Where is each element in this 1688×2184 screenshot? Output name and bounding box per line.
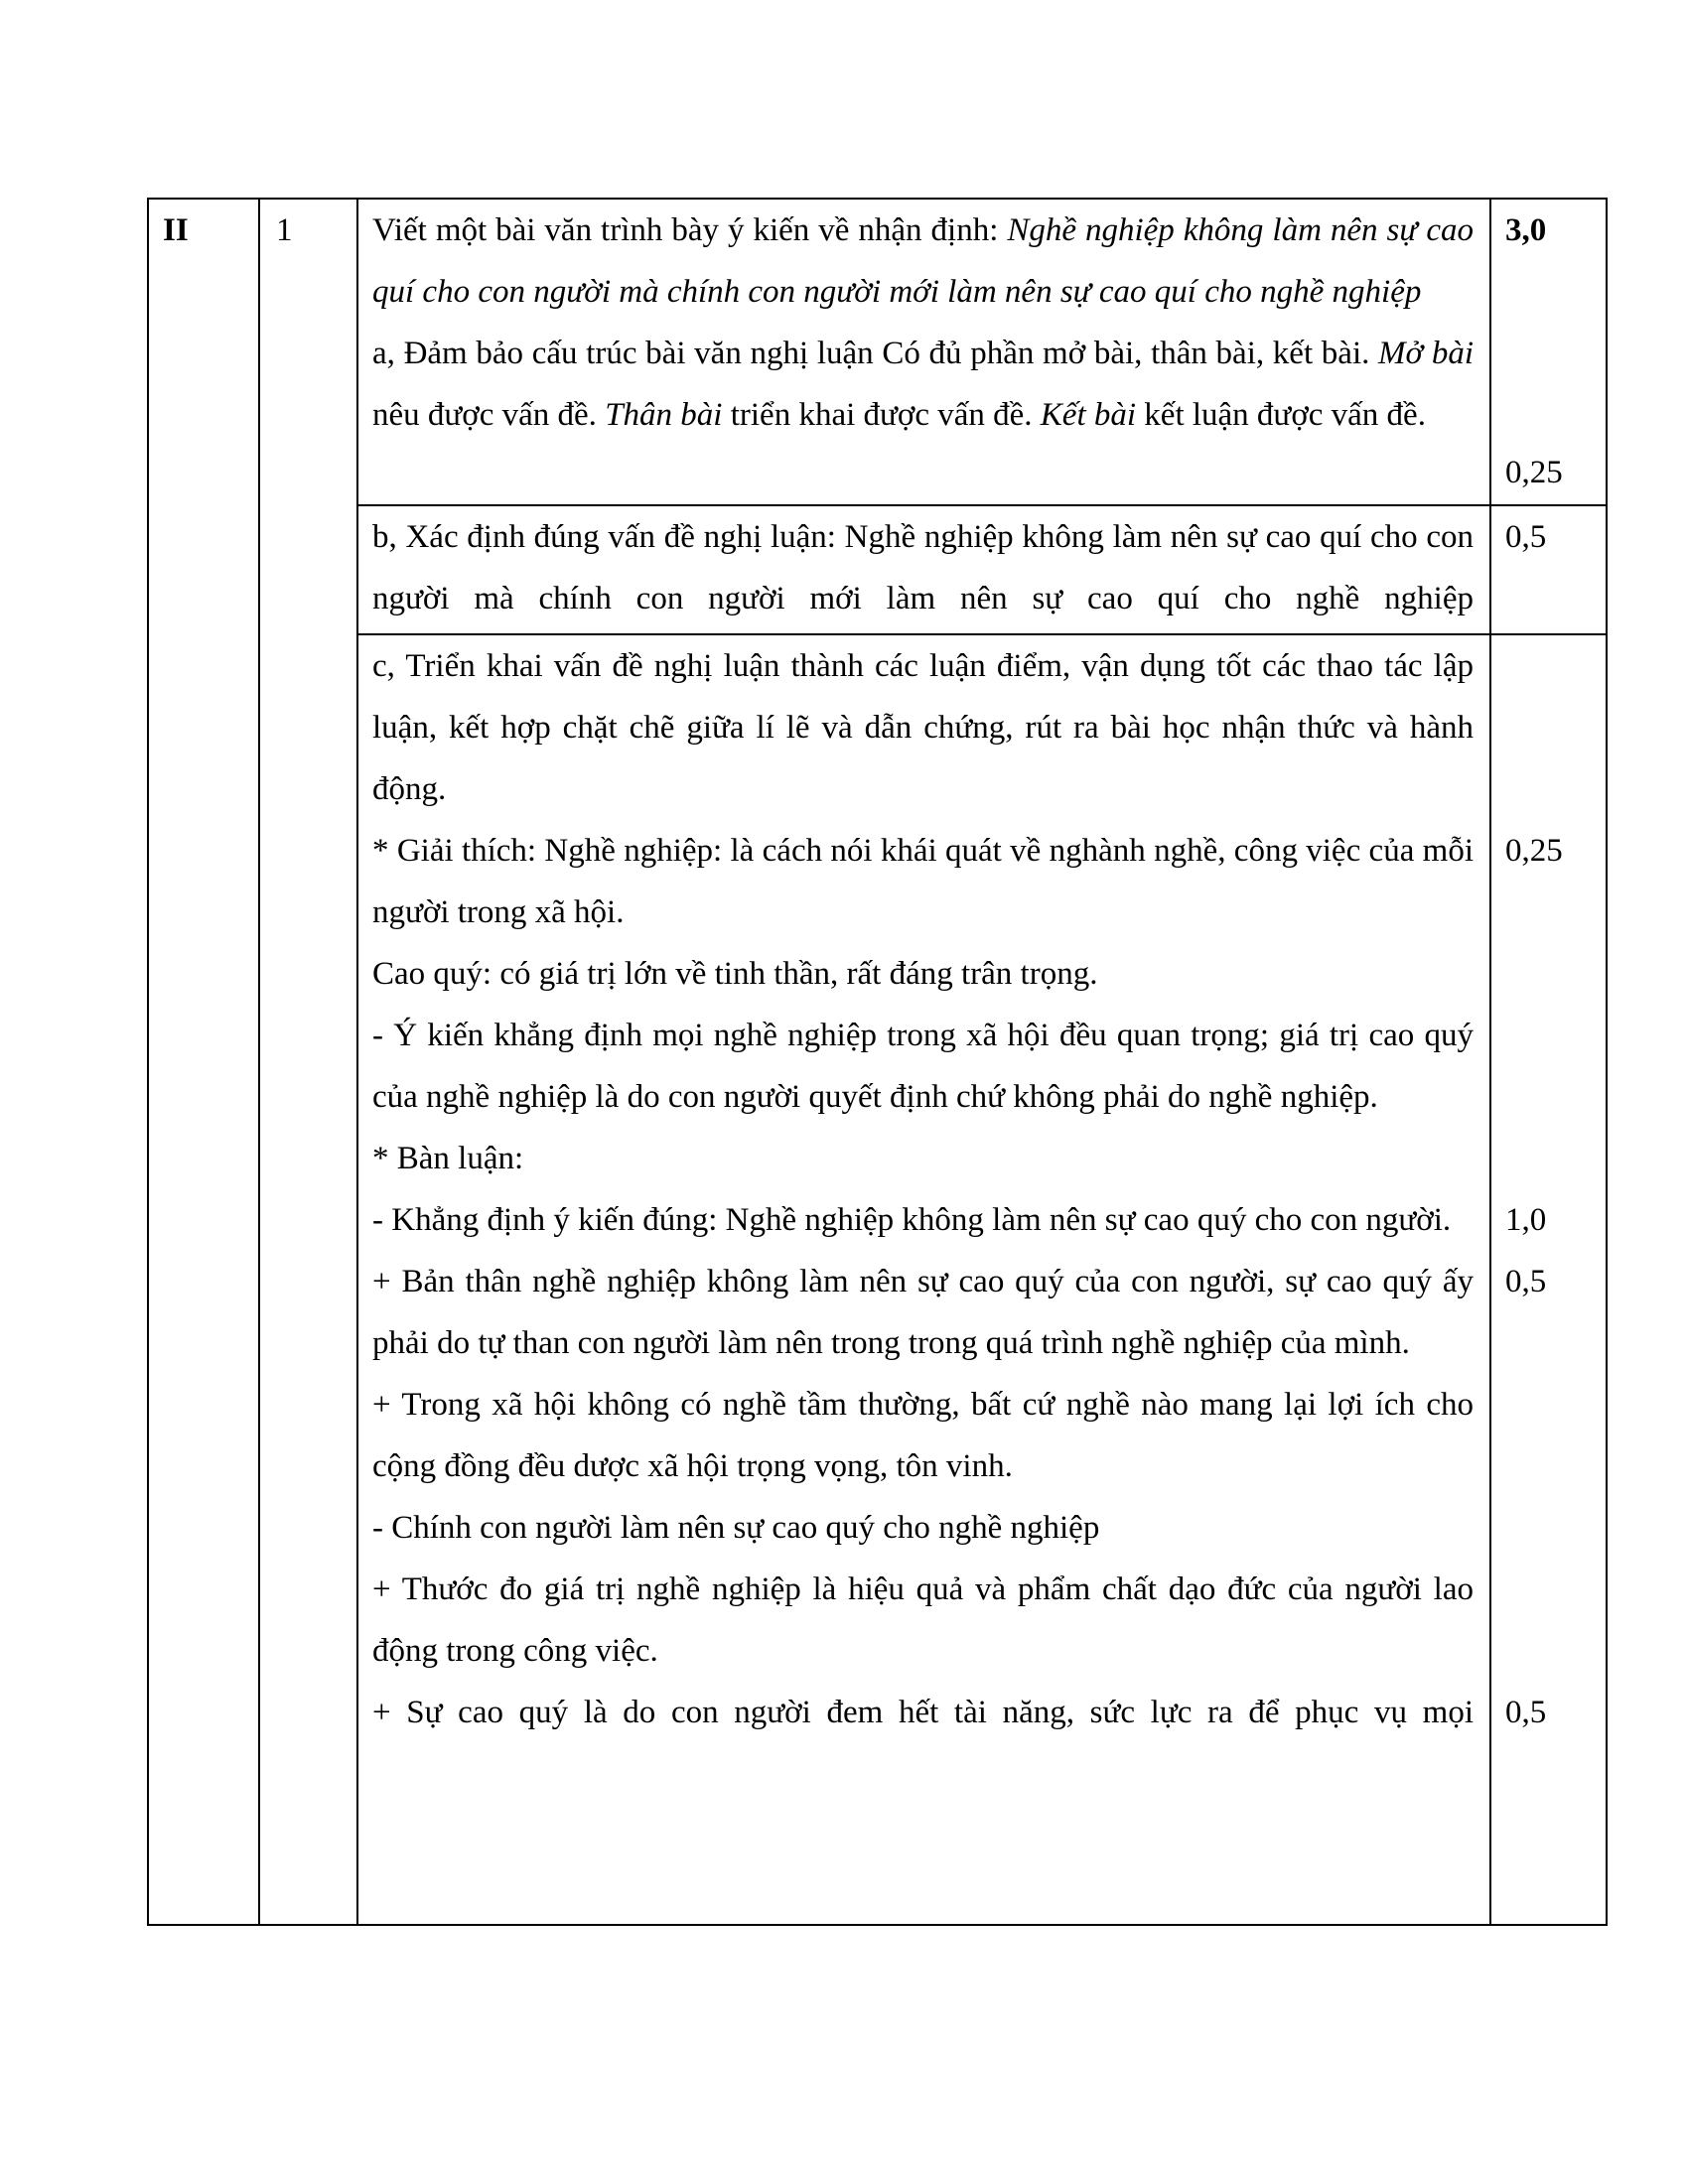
point-paragraph: + Bản thân nghề nghiệp không làm nên sự cao quý của con người, sự cao quý ấy phải do tự than con người làm nên trong trong quá trình nghề nghiệp của mình. — [372, 1264, 1474, 1361]
criterion-b: b, Xác định đúng vấn đề nghị luận: Nghề nghiệp không làm nên sự cao quí cho con người mà chính con người mới làm nên sự cao quí cho nghề nghiệp — [372, 519, 1474, 616]
score-people: 0,5 — [1505, 1695, 1547, 1730]
point-paragraph: + Thước đo giá trị nghề nghiệp là hiệu quả và phẩm chất dạo đức của người lao động trong công việc. — [372, 1571, 1474, 1669]
section-cell — [148, 199, 259, 1925]
point-paragraph: + Sự cao quý là do con người đem hết tài năng, sức lực ra để phục vụ mọi — [372, 1695, 1474, 1730]
content-cell — [357, 634, 1490, 1925]
score-b: 0,5 — [1505, 519, 1547, 555]
criterion-a-text: kết luận được vấn đề. — [1136, 397, 1426, 433]
score-cell — [1490, 634, 1607, 1925]
definition-paragraph: Cao quý: có giá trị lớn về tinh thần, rất đáng trân trọng. — [372, 956, 1098, 992]
section-number: II — [163, 212, 189, 248]
score-cell — [1490, 199, 1607, 505]
score-cell — [1490, 505, 1607, 634]
point-paragraph: + Trong xã hội không có nghề tầm thường, bất cứ nghề nào mang lại lợi ích cho cộng đồng đều dược xã hội trọng vọng, tôn vinh. — [372, 1387, 1474, 1484]
question-cell — [259, 199, 357, 1925]
prompt-paragraph — [372, 200, 1474, 323]
content-cell — [357, 505, 1490, 634]
ket-bai-term: Kết bài — [1040, 397, 1137, 433]
discussion-heading: * Bàn luận: — [372, 1141, 524, 1176]
score-a: 0,25 — [1505, 455, 1563, 490]
opinion-paragraph: - Ý kiến khẳng định mọi nghề nghiệp trong xã hội đều quan trọng; giá trị cao quý của nghề nghiệp là do con người quyết định chứ không phải do nghề nghiệp. — [372, 1018, 1474, 1115]
prompt-quote: Nghề nghiệp không làm nên sự cao quí cho con người mà chính con người mới làm nên sự cao quí cho nghề nghiệp — [372, 212, 1474, 310]
table-row — [148, 199, 1607, 505]
prompt-lead: Viết một bài văn trình bày ý kiến về nhận định: — [372, 212, 1008, 248]
score-claim: 0,5 — [1505, 1264, 1547, 1299]
explanation-paragraph: * Giải thích: Nghề nghiệp: là cách nói khái quát về nghành nghề, công việc của mỗi người trong xã hội. — [372, 833, 1474, 930]
criterion-a-text: triển khai được vấn đề. — [722, 397, 1041, 433]
mo-bai-term: Mở bài — [1378, 336, 1474, 371]
grading-table — [147, 198, 1608, 1926]
content-cell — [357, 199, 1490, 505]
claim-paragraph: - Khẳng định ý kiến đúng: Nghề nghiệp không làm nên sự cao quý cho con người. — [372, 1202, 1452, 1238]
criterion-a-text: nêu được vấn đề. — [372, 397, 606, 433]
table-row — [148, 505, 1607, 634]
score-total: 3,0 — [1505, 212, 1547, 248]
score-discussion: 1,0 — [1505, 1202, 1547, 1238]
criterion-c: c, Triển khai vấn đề nghị luận thành các luận điểm, vận dụng tốt các thao tác lập luận, kết hợp chặt chẽ giữa lí lẽ và dẫn chứng, rút ra bài học nhận thức và hành động. — [372, 648, 1474, 807]
score-explanation: 0,25 — [1505, 833, 1563, 869]
criterion-a — [372, 323, 1474, 446]
than-bai-term: Thân bài — [605, 397, 723, 433]
table-row — [148, 634, 1607, 1925]
claim-paragraph: - Chính con người làm nên sự cao quý cho nghề nghiệp — [372, 1510, 1100, 1546]
question-number: 1 — [276, 212, 293, 248]
criterion-a-text: a, Đảm bảo cấu trúc bài văn nghị luận Có đủ phần mở bài, thân bài, kết bài. — [372, 336, 1379, 371]
